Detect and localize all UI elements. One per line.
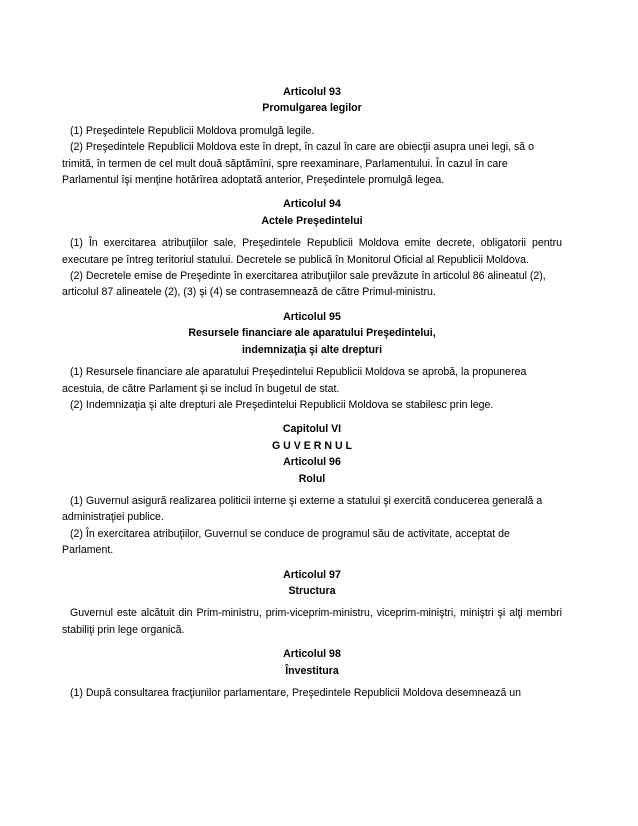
chapter-title: G U V E R N U L — [271, 439, 353, 452]
paragraph: (1) În exercitarea atribuţiilor sale, Preşedintele Republicii Moldova emite decrete, obligatorii pentru executare pe întreg teritoriul statului. Decretele se publică în Monitorul Oficial al Republicii Moldova. — [62, 237, 562, 266]
paragraph: (1) Guvernul asigură realizarea politicii interne şi externe a statului şi exercită conducerea generală a administraţiei publice. — [62, 494, 543, 524]
paragraph: (2) Preşedintele Republicii Moldova este în drept, în cazul în care are obiecţii asupra unei legi, să o trimită, în termen de cel mult două săptămîni, spre reexaminare, Parlamentului. În cazul în care Parlamentul îşi menţine hotărîrea adoptată anterior, Preşedintele promulgă legea. — [62, 141, 535, 187]
article-title: Rolul — [298, 472, 326, 485]
paragraph: (1) După consultarea fracţiunilor parlamentare, Preşedintele Republicii Moldova desemnează un — [70, 687, 522, 699]
article-93 — [62, 84, 562, 188]
paragraph: (2) Decretele emise de Preşedinte în exercitarea atribuţiilor sale prevăzute în articolul 86 alineatul (2), articolul 87 alineatele (2), (3) şi (4) se contrasemnează de către Primul-ministru. — [62, 270, 546, 299]
paragraph: Guvernul este alcătuit din Prim-ministru, prim-viceprim-ministru, viceprim-miniştri, miniştri şi alţi membri stabiliţi prin lege organică. — [62, 607, 562, 636]
article-heading — [62, 196, 562, 229]
article-title: Resursele financiare ale aparatului Preşedintelui, — [188, 327, 436, 340]
article-number: Articolul 96 — [283, 456, 341, 469]
article-98 — [62, 646, 562, 701]
paragraph: (2) În exercitarea atribuţiilor, Guvernul se conduce de programul său de activitate, acceptat de Parlament. — [62, 527, 510, 557]
article-number: Articolul 94 — [283, 198, 341, 211]
article-title: Structura — [288, 584, 336, 597]
article-title: Promulgarea legilor — [262, 102, 362, 115]
article-96 — [62, 421, 562, 558]
chapter-number: Capitolul VI — [282, 423, 342, 436]
article-title-continued: indemnizaţia şi alte drepturi — [241, 343, 383, 356]
article-title: Învestitura — [285, 664, 339, 677]
article-number: Articolul 97 — [283, 568, 341, 581]
paragraph: (1) Resursele financiare ale aparatului Preşedintelui Republicii Moldova se aprobă, la propunerea acestuia, de către Parlament şi se includ în bugetul de stat. — [62, 366, 527, 395]
paragraph: (2) Indemnizaţia şi alte drepturi ale Preşedintelui Republicii Moldova se stabilesc prin lege. — [70, 398, 494, 411]
article-title: Actele Preşedintelui — [261, 214, 363, 227]
article-number: Articolul 95 — [283, 310, 341, 323]
article-94 — [62, 196, 562, 300]
paragraph: (1) Preşedintele Republicii Moldova promulgă legile. — [70, 124, 315, 137]
article-heading — [62, 84, 562, 117]
article-number: Articolul 98 — [283, 648, 341, 661]
article-heading — [62, 646, 562, 679]
article-heading — [62, 567, 562, 600]
article-heading — [62, 309, 562, 358]
article-95 — [62, 309, 562, 413]
document-page — [62, 84, 562, 709]
article-number: Articolul 93 — [283, 86, 341, 98]
chapter-heading — [62, 421, 562, 487]
article-97 — [62, 567, 562, 639]
